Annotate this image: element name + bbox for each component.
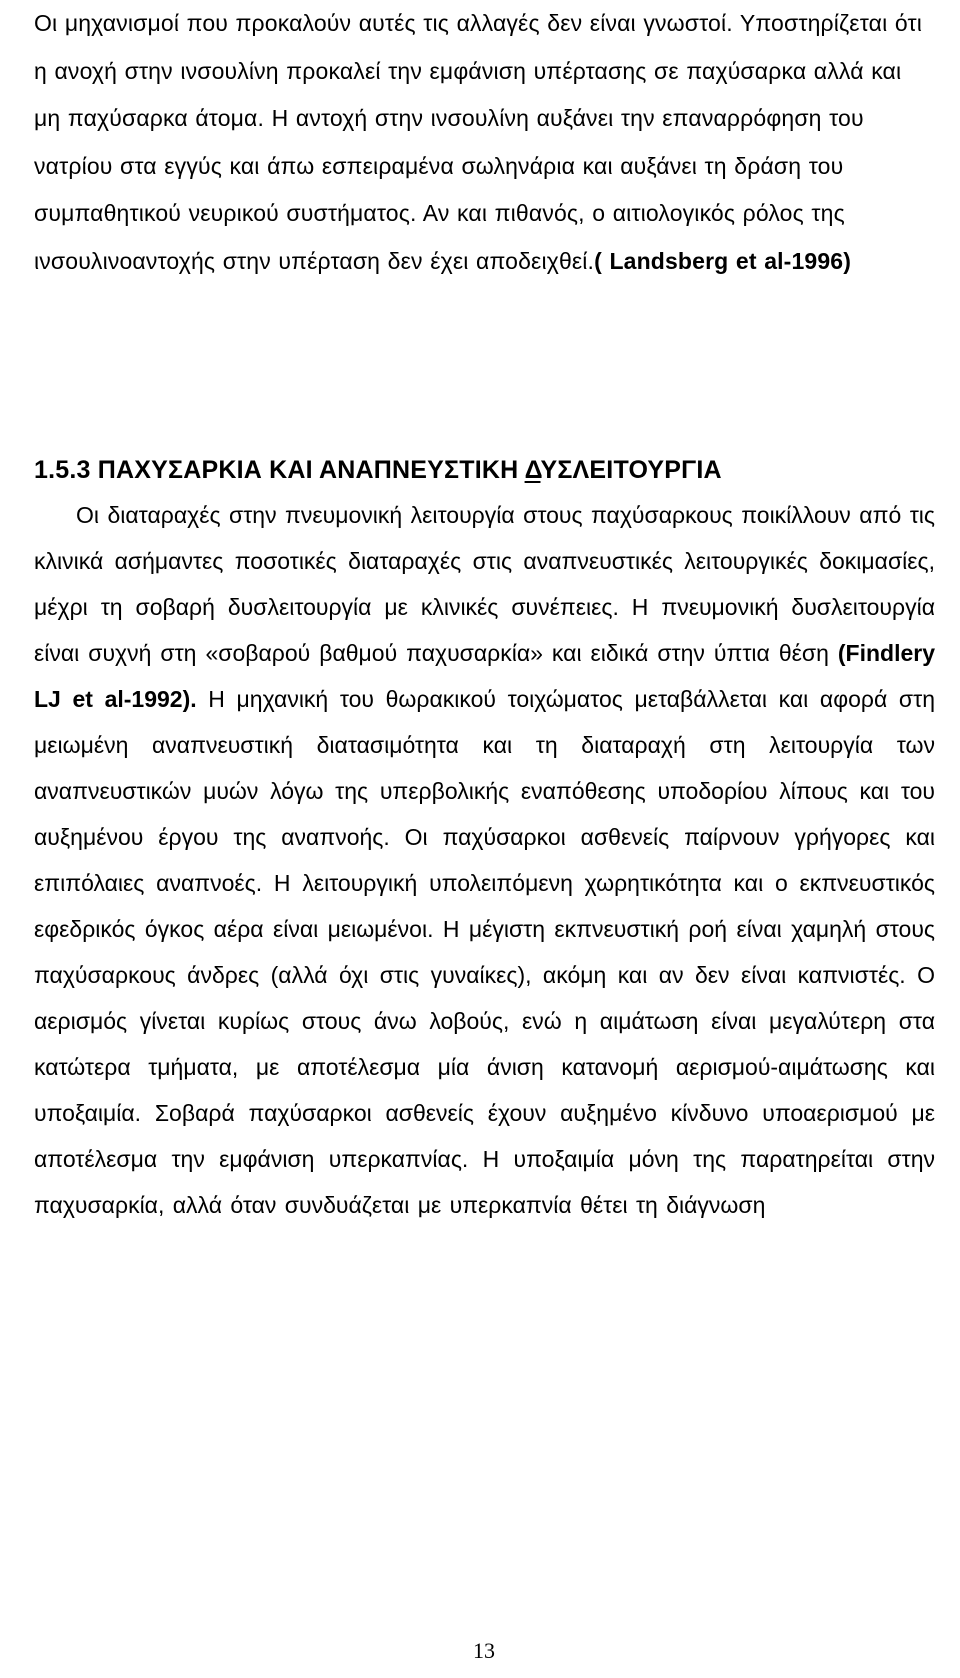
- section-heading-prefix: 1.5.3 ΠΑΧΥΣΑΡΚΙΑ ΚΑΙ ΑΝΑΠΝΕΥΣΤΙΚΗ: [34, 456, 525, 484]
- section-heading-underlined-letter: Δ: [524, 456, 541, 484]
- page-number: 13: [473, 1638, 495, 1663]
- paragraph-respiratory-dysfunction: [34, 492, 935, 1228]
- citation-findlery: (Findlery LJ et al-1992).: [34, 640, 935, 712]
- section-heading-suffix: ΥΣΛΕΙΤΟΥΡΓΙΑ: [540, 456, 722, 484]
- paragraph-2-text-a: Οι διαταραχές στην πνευμονική λειτουργία στους παχύσαρκους ποικίλλουν από τις κλινικά ασήμαντες ποσοτικές διαταραχές στις αναπνευστικές λειτουργικές δοκιμασίες, μέχρι τη σοβαρή δυσλειτουργία με κλινικές συνέπειες. Η πνευμονική δυσλειτουργία είναι συχνή στη «σοβαρού βαθμού παχυσαρκία» και ειδικά στην ύπτια θέση: [34, 502, 935, 666]
- citation-landsberg: ( Landsberg et al-1996): [594, 247, 852, 274]
- paragraph-2-text-b: Η μηχανική του θωρακικού τοιχώματος μεταβάλλεται και αφορά στη μειωμένη αναπνευστική διατασιμότητα και τη διαταραχή στη λειτουργία των αναπνευστικών μυών λόγω της υπερβολικής εναπόθεσης υποδορίου λίπους και του αυξημένου έργου της αναπνοής. Οι παχύσαρκοι ασθενείς παίρνουν γρήγορες και επιπόλαιες αναπνοές. Η λειτουργική υπολειπόμενη χωρητικότητα και ο εκπνευστικός εφεδρικός όγκος αέρα είναι μειωμένοι. Η μέγιστη εκπνευστική ροή είναι χαμηλή στους παχύσαρκους άνδρες (αλλά όχι στις γυναίκες), ακόμη και αν δεν είναι καπνιστές. Ο αερισμός γίνεται κυρίως στους άνω λοβούς, ενώ η αιμάτωση είναι μεγαλύτερη στα κατώτερα τμήματα, με αποτέλεσμα μία άνιση κατανομή αερισμού-αιμάτωσης και υποξαιμία. Σοβαρά παχύσαρκοι ασθενείς έχουν αυξημένο κίνδυνο υποαερισμού με αποτέλεσμα την εμφάνιση υπερκαπνίας. Η υποξαιμία μόνη της παρατηρείται στην παχυσαρκία, αλλά όταν συνδυάζεται με υπερκαπνία θέτει τη διάγνωση: [34, 686, 936, 1218]
- section-heading: [34, 450, 935, 490]
- paragraph-1-text: Οι μηχανισμοί που προκαλούν αυτές τις αλλαγές δεν είναι γνωστοί. Υποστηρίζεται ότι η ανοχή στην ινσουλίνη προκαλεί την εμφάνιση υπέρτασης σε παχύσαρκα αλλά και μη παχύσαρκα άτομα. Η αντοχή στην ινσουλίνη αυξάνει την επαναρρόφηση του νατρίου στα εγγύς και άπω εσπειραμένα σωληνάρια και αυξάνει τη δράση του συμπαθητικού νευρικού συστήματος. Αν και πιθανός, ο αιτιολογικός ρόλος της ινσουλινοαντοχής στην υπέρταση δεν έχει αποδειχθεί.: [34, 10, 922, 274]
- paragraph-insulin-resistance: [34, 0, 935, 285]
